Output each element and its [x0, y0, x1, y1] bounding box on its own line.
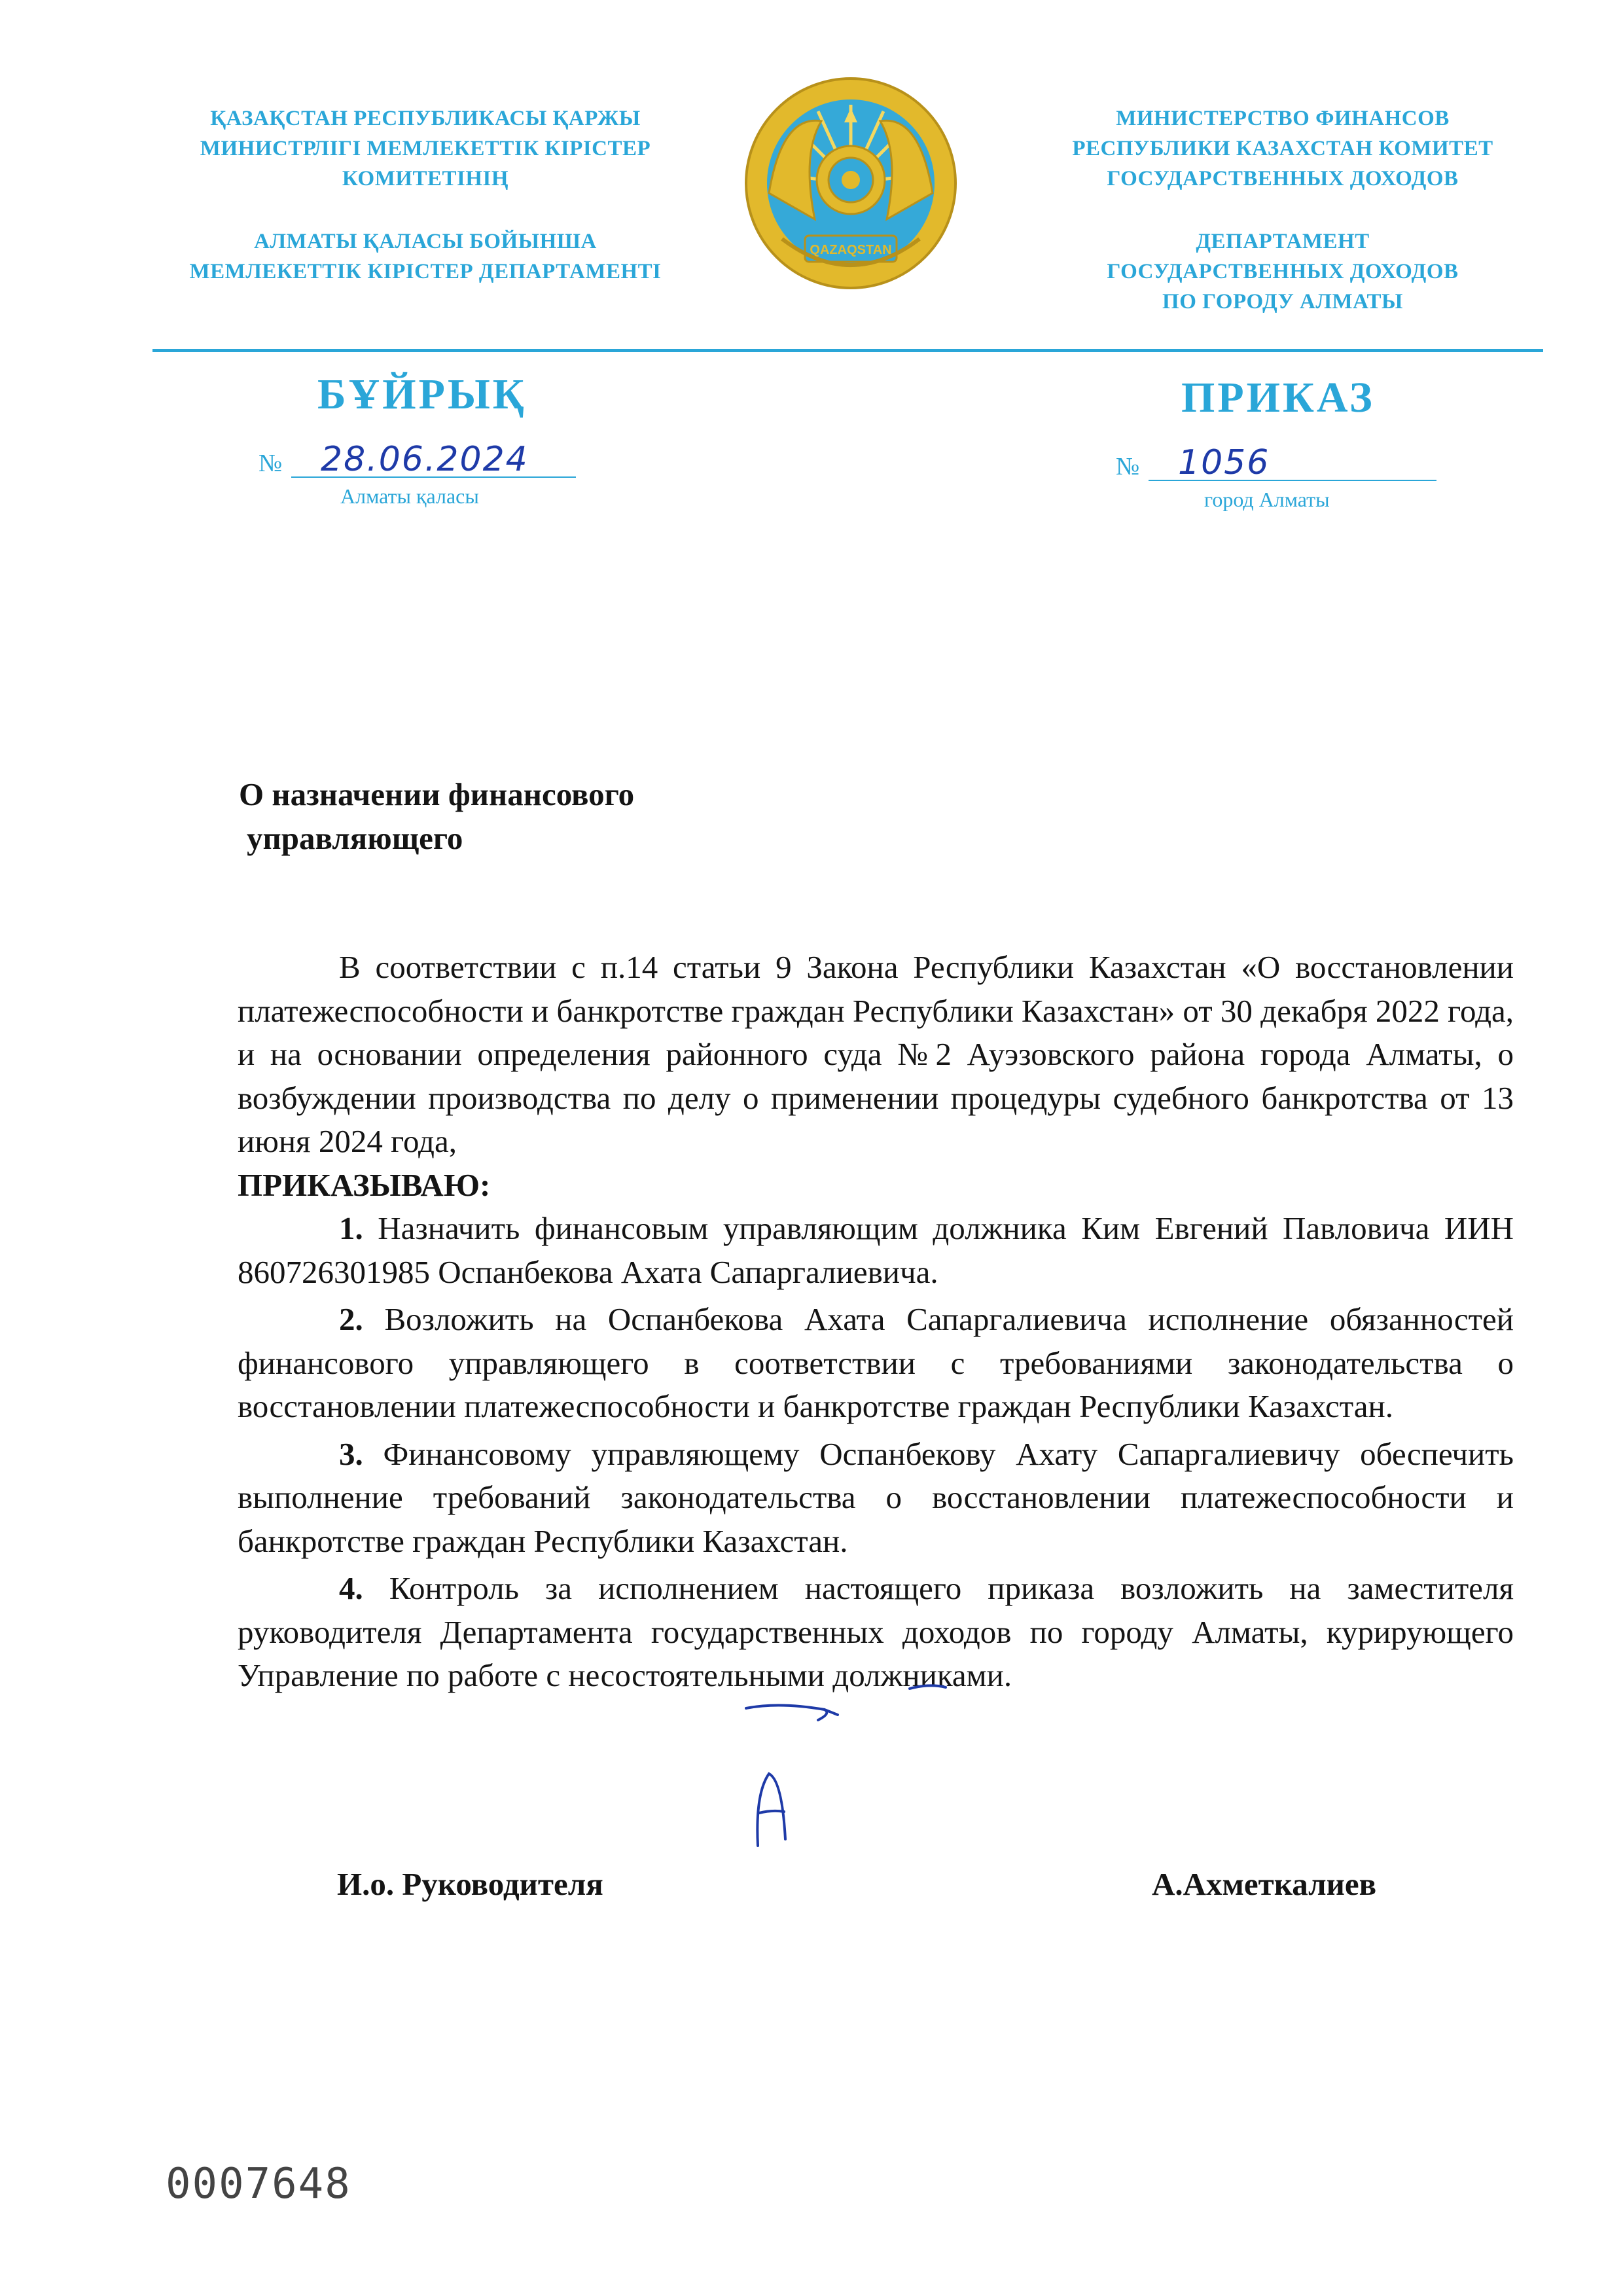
number-sign: №: [1116, 453, 1140, 480]
signatory-title: И.о. Руководителя: [337, 1866, 603, 1902]
document-subject: [239, 772, 634, 860]
date-field: [259, 432, 576, 478]
body-intro: В соответствии с п.14 статьи 9 Закона Республики Казахстан «О восстановлении платежеспособности и банкротстве граждан Республики Казахстан» от 30 декабря 2022 года, и на основании определения районного суда №2 Ауэзовского района города Алматы, о возбуждении производства по делу о применении процедуры судебного банкротства от 13 июня 2024 года,: [238, 949, 1514, 1159]
item-text: Назначить финансовым управляющим должника Ким Евгений Павловича ИИН 860726301985 Оспанбекова Ахата Сапаргалиевича.: [238, 1210, 1514, 1290]
header-kz-line: КОМИТЕТІНІҢ: [342, 167, 509, 190]
header-ru-dept-line: ДЕПАРТАМЕНТ: [1196, 230, 1370, 253]
city-kz: Алматы қаласы: [340, 484, 479, 508]
header-ru-dept-line: ПО ГОРОДУ АЛМАТЫ: [1162, 290, 1403, 314]
document-title-ru: ПРИКАЗ: [1181, 374, 1375, 422]
header-ru-line: ГОСУДАРСТВЕННЫХ ДОХОДОВ: [1107, 167, 1459, 190]
item-text: Финансовому управляющему Оспанбекову Ахату Сапаргалиевичу обеспечить выполнение требований законодательства о восстановлении платежеспособности и банкротстве граждан Республики Казахстан.: [238, 1435, 1514, 1559]
order-number-field: [1116, 435, 1436, 481]
header-ru-line: РЕСПУБЛИКИ КАЗАХСТАН КОМИТЕТ: [1072, 137, 1493, 160]
subject-line: управляющего: [247, 820, 463, 856]
header-russian: [982, 103, 1584, 317]
header-divider: [152, 349, 1543, 352]
document-body: [238, 946, 1514, 1698]
order-item: [238, 1207, 1514, 1294]
order-item: [238, 1298, 1514, 1429]
handwritten-initial-mark: [740, 1682, 949, 1878]
item-text: Контроль за исполнением настоящего приказа возложить на заместителя руководителя Департамента государственных доходов по городу Алматы, курирующего Управление по работе с несостоятельными должниками.: [238, 1570, 1514, 1693]
serial-number: 0007648: [166, 2160, 351, 2208]
item-number: 3.: [339, 1435, 363, 1472]
item-number: 4.: [339, 1570, 363, 1606]
header-kz-line: МИНИСТРЛІГІ МЕМЛЕКЕТТІК КІРІСТЕР: [200, 137, 651, 160]
signatory-name: А.Ахметкалиев: [1152, 1866, 1377, 1902]
header-ru-dept-line: ГОСУДАРСТВЕННЫХ ДОХОДОВ: [1107, 260, 1459, 283]
header-kazakh: [131, 103, 720, 287]
emblem-text: QAZAQSTAN: [810, 243, 892, 257]
order-word: ПРИКАЗЫВАЮ:: [238, 1166, 491, 1203]
city-ru: город Алматы: [1204, 488, 1330, 511]
document-title-kz: БҰЙРЫҚ: [317, 370, 527, 418]
order-item: [238, 1433, 1514, 1564]
subject-line: О назначении финансового: [239, 776, 635, 812]
header-kz-line: ҚАЗАҚСТАН РЕСПУБЛИКАСЫ ҚАРЖЫ: [210, 107, 641, 130]
state-emblem-icon: [743, 75, 959, 298]
item-text: Возложить на Оспанбекова Ахата Сапаргалиевича исполнение обязанностей финансового управляющего в соответствии с требованиями законодательства о восстановлении платежеспособности и банкротстве граждан Республики Казахстан.: [238, 1301, 1514, 1424]
handwritten-date: 28.06.2024: [321, 440, 529, 479]
item-number: 2.: [339, 1301, 363, 1337]
item-number: 1.: [339, 1210, 363, 1246]
header-kz-dept-line: АЛМАТЫ ҚАЛАСЫ БОЙЫНША: [254, 230, 597, 253]
header-ru-line: МИНИСТЕРСТВО ФИНАНСОВ: [1116, 107, 1450, 130]
header-kz-dept-line: МЕМЛЕКЕТТІК КІРІСТЕР ДЕПАРТАМЕНТІ: [189, 260, 662, 283]
order-item: [238, 1567, 1514, 1698]
handwritten-order-number: 1056: [1178, 443, 1270, 482]
number-sign: №: [259, 450, 283, 477]
